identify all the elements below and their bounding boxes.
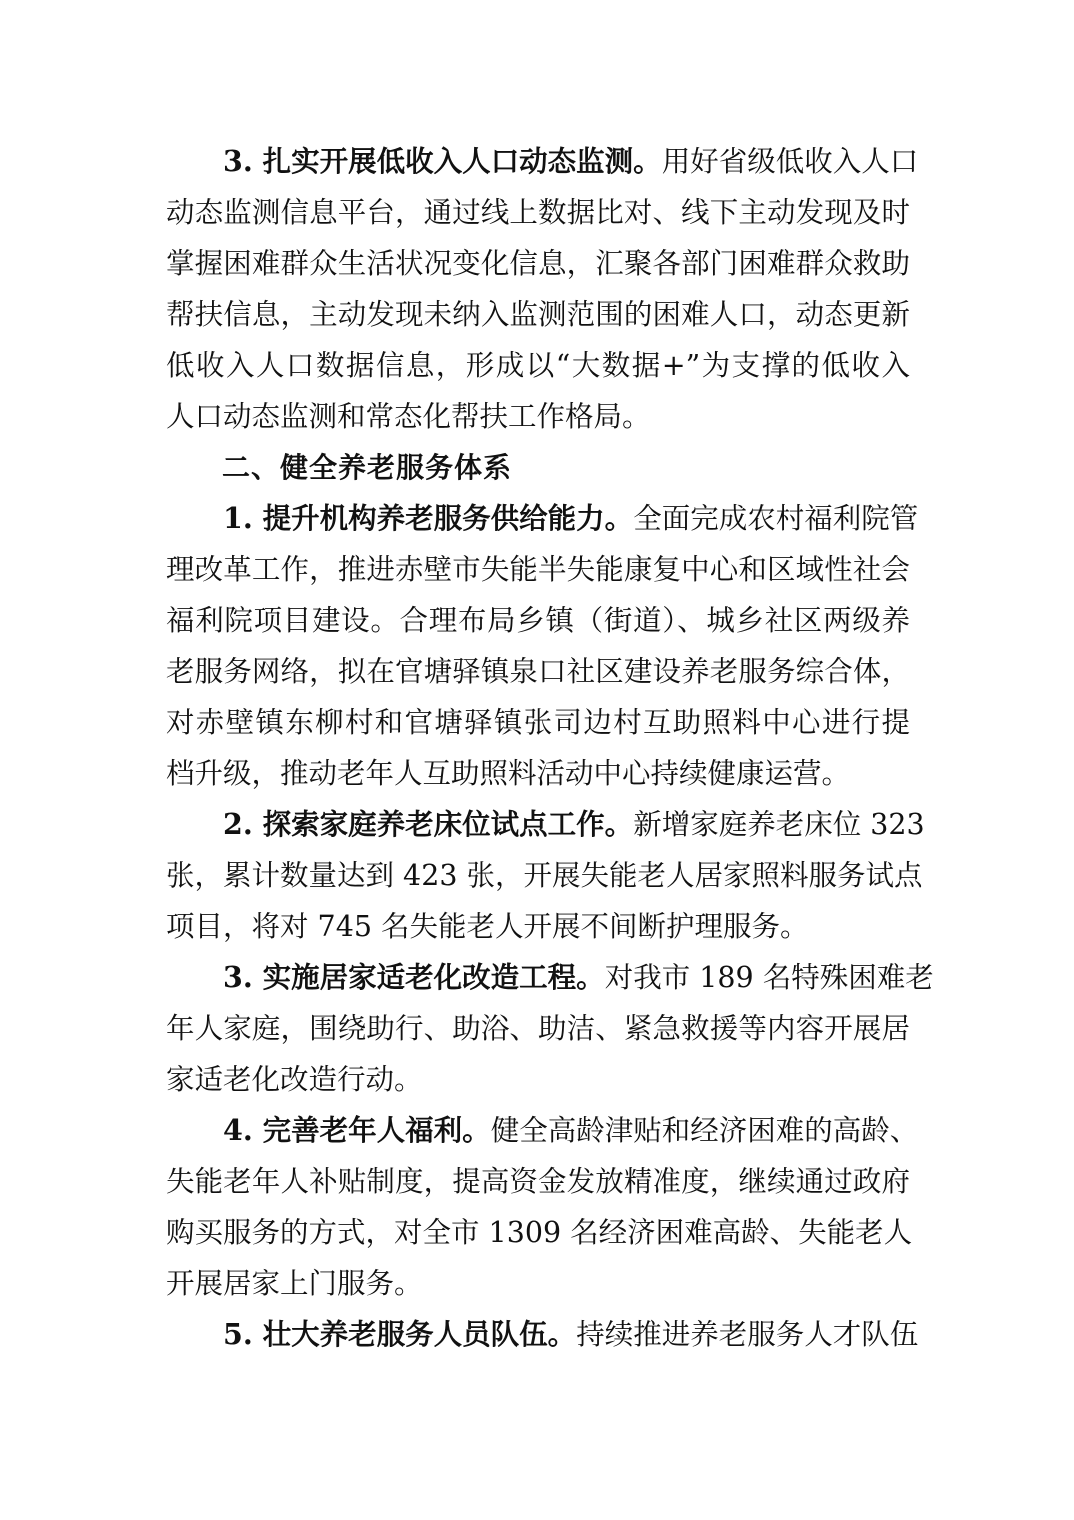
paragraph-institution-elderly-care: [166, 493, 919, 799]
paragraph-text: 全面完成农村福利院管: [633, 502, 919, 535]
paragraph-text: 新增家庭养老床位 323: [633, 808, 925, 841]
paragraph-line: [166, 493, 919, 544]
paragraph-lead: 4. 完善老年人福利。: [223, 1113, 491, 1147]
paragraph-line: 对赤壁镇东柳村和官塘驿镇张司边村互助照料中心进行提: [166, 706, 910, 739]
paragraph-line: 福利院项目建设。合理布局乡镇（街道）、城乡社区两级养: [166, 604, 910, 637]
paragraph-home-renovation: [166, 952, 934, 1105]
paragraph-lead: 1. 提升机构养老服务供给能力。: [223, 501, 634, 535]
paragraph-line: 低收入人口数据信息，形成以“大数据+”为支撑的低收入: [166, 349, 910, 382]
paragraph-text: 对我市 189 名特殊困难老: [604, 961, 934, 994]
paragraph-line: [166, 1309, 919, 1360]
paragraph-line: 家适老化改造行动。: [166, 1063, 423, 1096]
paragraph-line: [166, 136, 919, 187]
paragraph-line: 项目，将对 745 名失能老人开展不间断护理服务。: [166, 910, 809, 943]
paragraph-line: 张，累计数量达到 423 张，开展失能老人居家照料服务试点: [166, 859, 923, 892]
paragraph-elderly-welfare: [166, 1105, 919, 1309]
paragraph-line: 开展居家上门服务。: [166, 1267, 423, 1300]
paragraph-line: 档升级，推动老年人互助照料活动中心持续健康运营。: [166, 757, 851, 790]
paragraph-lead: 3. 实施居家适老化改造工程。: [223, 960, 605, 994]
section-heading: 二、健全养老服务体系: [222, 451, 513, 484]
paragraph-workforce: [166, 1309, 919, 1360]
paragraph-line: 年人家庭，围绕助行、助浴、助洁、紧急救援等内容开展居: [166, 1012, 910, 1045]
paragraph-line: 失能老年人补贴制度，提高资金发放精准度，继续通过政府: [166, 1165, 910, 1198]
document-body: [166, 136, 934, 1360]
paragraph-lead: 3. 扎实开展低收入人口动态监测。: [223, 144, 662, 178]
paragraph-line: 老服务网络，拟在官塘驿镇泉口社区建设养老服务综合体，: [166, 655, 910, 688]
paragraph-line: 购买服务的方式，对全市 1309 名经济困难高龄、失能老人: [166, 1216, 913, 1249]
paragraph-line: [166, 799, 925, 850]
paragraph-text: 持续推进养老服务人才队伍: [576, 1318, 919, 1351]
paragraph-line: 掌握困难群众生活状况变化信息，汇聚各部门困难群众救助: [166, 247, 910, 280]
paragraph-text: 用好省级低收入人口: [661, 145, 919, 178]
paragraph-line: 帮扶信息，主动发现未纳入监测范围的困难人口，动态更新: [166, 298, 910, 331]
paragraph-low-income-monitoring: [166, 136, 919, 442]
paragraph-family-beds: [166, 799, 925, 952]
paragraph-line: [166, 952, 934, 1003]
paragraph-line: 动态监测信息平台，通过线上数据比对、线下主动发现及时: [166, 196, 910, 229]
paragraph-text: 健全高龄津贴和经济困难的高龄、: [490, 1114, 919, 1147]
paragraph-line: [166, 1105, 919, 1156]
paragraph-line: 理改革工作，推进赤壁市失能半失能康复中心和区域性社会: [166, 553, 910, 586]
paragraph-lead: 2. 探索家庭养老床位试点工作。: [223, 807, 634, 841]
paragraph-lead: 5. 壮大养老服务人员队伍。: [223, 1317, 577, 1351]
paragraph-line: 人口动态监测和常态化帮扶工作格局。: [166, 400, 651, 433]
